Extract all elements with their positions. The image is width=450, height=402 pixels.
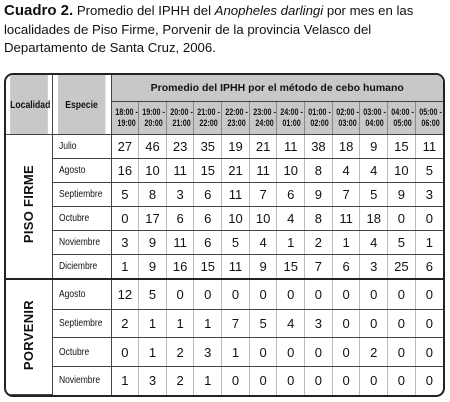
table-row bbox=[6, 279, 443, 309]
value-cell: 6 bbox=[166, 207, 194, 231]
value-cell: 4 bbox=[360, 231, 388, 255]
value-cell: 1 bbox=[111, 367, 139, 395]
value-cell: 6 bbox=[415, 255, 443, 280]
value-cell: 4 bbox=[249, 231, 277, 255]
value-cell: 0 bbox=[277, 338, 305, 367]
value-cell: 25 bbox=[388, 255, 416, 280]
value-cell: 9 bbox=[139, 255, 167, 280]
hour-header: 01:00 - 02:00 bbox=[305, 102, 333, 135]
value-cell: 0 bbox=[388, 338, 416, 367]
hour-header: 03:00 - 04:00 bbox=[360, 102, 388, 135]
value-cell: 0 bbox=[388, 207, 416, 231]
value-cell: 7 bbox=[249, 183, 277, 207]
value-cell: 0 bbox=[277, 279, 305, 309]
value-cell: 18 bbox=[332, 135, 360, 159]
value-cell: 0 bbox=[194, 279, 222, 309]
hour-header: 19:00 - 20:00 bbox=[139, 102, 167, 135]
table-row bbox=[6, 338, 443, 367]
value-cell: 0 bbox=[332, 279, 360, 309]
table-row bbox=[6, 183, 443, 207]
month-cell: Julio bbox=[52, 135, 111, 159]
value-cell: 0 bbox=[166, 279, 194, 309]
value-cell: 1 bbox=[111, 255, 139, 280]
value-cell: 4 bbox=[277, 207, 305, 231]
value-cell: 0 bbox=[360, 309, 388, 338]
value-cell: 5 bbox=[415, 159, 443, 183]
header-localidad: Localidad bbox=[10, 75, 48, 135]
value-cell: 46 bbox=[139, 135, 167, 159]
value-cell: 38 bbox=[305, 135, 333, 159]
value-cell: 5 bbox=[360, 183, 388, 207]
value-cell: 16 bbox=[166, 255, 194, 280]
value-cell: 2 bbox=[305, 231, 333, 255]
table-row bbox=[6, 207, 443, 231]
month-cell: Octubre bbox=[52, 207, 111, 231]
value-cell: 11 bbox=[277, 135, 305, 159]
value-cell: 9 bbox=[305, 183, 333, 207]
hour-header: 04:00 - 05:00 bbox=[388, 102, 416, 135]
value-cell: 0 bbox=[222, 367, 250, 395]
value-cell: 4 bbox=[360, 159, 388, 183]
value-cell: 8 bbox=[305, 207, 333, 231]
value-cell: 5 bbox=[388, 231, 416, 255]
value-cell: 12 bbox=[111, 279, 139, 309]
month-cell: Septiembre bbox=[52, 183, 111, 207]
value-cell: 15 bbox=[277, 255, 305, 280]
value-cell: 11 bbox=[166, 231, 194, 255]
hour-header: 02:00 - 03:00 bbox=[332, 102, 360, 135]
value-cell: 0 bbox=[388, 279, 416, 309]
value-cell: 1 bbox=[166, 309, 194, 338]
value-cell: 0 bbox=[388, 309, 416, 338]
value-cell: 15 bbox=[194, 159, 222, 183]
value-cell: 9 bbox=[388, 183, 416, 207]
table-row bbox=[6, 159, 443, 183]
value-cell: 0 bbox=[415, 279, 443, 309]
value-cell: 23 bbox=[166, 135, 194, 159]
header-main: Promedio del IPHH por el método de cebo humano bbox=[111, 75, 443, 102]
value-cell: 7 bbox=[222, 309, 250, 338]
localidad-cell: PORVENIR bbox=[6, 279, 52, 394]
value-cell: 1 bbox=[222, 338, 250, 367]
value-cell: 0 bbox=[222, 279, 250, 309]
value-cell: 3 bbox=[166, 183, 194, 207]
value-cell: 10 bbox=[277, 159, 305, 183]
value-cell: 7 bbox=[332, 183, 360, 207]
value-cell: 0 bbox=[332, 367, 360, 395]
month-cell: Noviembre bbox=[52, 231, 111, 255]
value-cell: 19 bbox=[222, 135, 250, 159]
value-cell: 0 bbox=[388, 367, 416, 395]
value-cell: 0 bbox=[305, 279, 333, 309]
value-cell: 21 bbox=[222, 159, 250, 183]
table-row bbox=[6, 255, 443, 280]
value-cell: 4 bbox=[277, 309, 305, 338]
value-cell: 7 bbox=[305, 255, 333, 280]
caption-label: Cuadro 2. bbox=[4, 2, 74, 19]
value-cell: 5 bbox=[139, 279, 167, 309]
value-cell: 11 bbox=[249, 159, 277, 183]
value-cell: 3 bbox=[111, 231, 139, 255]
value-cell: 1 bbox=[194, 367, 222, 395]
value-cell: 0 bbox=[415, 338, 443, 367]
value-cell: 0 bbox=[415, 207, 443, 231]
value-cell: 0 bbox=[332, 338, 360, 367]
caption-species-name: Anopheles darlingi bbox=[214, 3, 324, 18]
value-cell: 4 bbox=[332, 159, 360, 183]
value-cell: 1 bbox=[415, 231, 443, 255]
caption-text-before: Promedio del IPHH del bbox=[76, 3, 211, 18]
value-cell: 2 bbox=[111, 309, 139, 338]
hour-header: 20:00 - 21:00 bbox=[166, 102, 194, 135]
value-cell: 1 bbox=[194, 309, 222, 338]
value-cell: 1 bbox=[332, 231, 360, 255]
localidad-cell: PISO FIRME bbox=[6, 135, 52, 280]
value-cell: 1 bbox=[139, 338, 167, 367]
hour-header: 22:00 - 23:00 bbox=[222, 102, 250, 135]
value-cell: 21 bbox=[249, 135, 277, 159]
value-cell: 1 bbox=[139, 309, 167, 338]
value-cell: 11 bbox=[332, 207, 360, 231]
hour-header: 24:00 - 01:00 bbox=[277, 102, 305, 135]
month-cell: Agosto bbox=[52, 159, 111, 183]
header-especie: Especie bbox=[57, 75, 105, 135]
value-cell: 6 bbox=[194, 231, 222, 255]
value-cell: 6 bbox=[194, 183, 222, 207]
value-cell: 17 bbox=[139, 207, 167, 231]
value-cell: 27 bbox=[111, 135, 139, 159]
value-cell: 10 bbox=[222, 207, 250, 231]
value-cell: 10 bbox=[388, 159, 416, 183]
value-cell: 3 bbox=[194, 338, 222, 367]
month-cell: Diciembre bbox=[52, 255, 111, 280]
value-cell: 2 bbox=[166, 367, 194, 395]
value-cell: 6 bbox=[277, 183, 305, 207]
hour-header: 21:00 - 22:00 bbox=[194, 102, 222, 135]
value-cell: 0 bbox=[277, 367, 305, 395]
value-cell: 0 bbox=[305, 338, 333, 367]
value-cell: 11 bbox=[166, 159, 194, 183]
table-body bbox=[6, 135, 443, 395]
value-cell: 0 bbox=[249, 279, 277, 309]
value-cell: 11 bbox=[222, 255, 250, 280]
month-cell: Septiembre bbox=[52, 309, 111, 338]
value-cell: 3 bbox=[415, 183, 443, 207]
table-row bbox=[6, 367, 443, 395]
value-cell: 0 bbox=[360, 367, 388, 395]
value-cell: 9 bbox=[139, 231, 167, 255]
table-row bbox=[6, 309, 443, 338]
value-cell: 3 bbox=[360, 255, 388, 280]
value-cell: 6 bbox=[194, 207, 222, 231]
value-cell: 5 bbox=[249, 309, 277, 338]
value-cell: 0 bbox=[360, 279, 388, 309]
value-cell: 35 bbox=[194, 135, 222, 159]
value-cell: 0 bbox=[111, 207, 139, 231]
value-cell: 11 bbox=[222, 183, 250, 207]
iphh-table bbox=[6, 75, 443, 395]
iphh-table-container bbox=[4, 73, 445, 397]
value-cell: 3 bbox=[139, 367, 167, 395]
value-cell: 11 bbox=[415, 135, 443, 159]
value-cell: 5 bbox=[222, 231, 250, 255]
hour-header: 23:00 - 24:00 bbox=[249, 102, 277, 135]
value-cell: 9 bbox=[249, 255, 277, 280]
value-cell: 18 bbox=[360, 207, 388, 231]
value-cell: 2 bbox=[360, 338, 388, 367]
value-cell: 10 bbox=[139, 159, 167, 183]
value-cell: 0 bbox=[249, 367, 277, 395]
value-cell: 8 bbox=[139, 183, 167, 207]
value-cell: 15 bbox=[194, 255, 222, 280]
table-caption bbox=[4, 2, 448, 58]
hour-header: 18:00 - 19:00 bbox=[111, 102, 139, 135]
value-cell: 0 bbox=[305, 367, 333, 395]
value-cell: 6 bbox=[332, 255, 360, 280]
value-cell: 8 bbox=[305, 159, 333, 183]
value-cell: 0 bbox=[415, 309, 443, 338]
value-cell: 0 bbox=[425, 373, 433, 389]
value-cell: 0 bbox=[249, 338, 277, 367]
value-cell: 16 bbox=[111, 159, 139, 183]
month-cell: Agosto bbox=[52, 279, 111, 309]
value-cell: 2 bbox=[166, 338, 194, 367]
value-cell: 15 bbox=[388, 135, 416, 159]
table-row bbox=[6, 231, 443, 255]
value-cell: 3 bbox=[305, 309, 333, 338]
month-cell: Octubre bbox=[52, 338, 111, 367]
value-cell: 5 bbox=[111, 183, 139, 207]
value-cell: 0 bbox=[332, 309, 360, 338]
value-cell: 0 bbox=[111, 338, 139, 367]
value-cell: 10 bbox=[249, 207, 277, 231]
value-cell: 9 bbox=[360, 135, 388, 159]
table-row bbox=[6, 135, 443, 159]
caption-text-after: por mes en las localidades de Piso Firme, Porvenir de la provincia Velasco del Departamento de Santa Cruz, 2006. bbox=[4, 3, 414, 55]
month-cell: Noviembre bbox=[52, 367, 111, 395]
hour-header: 05:00 - 06:00 bbox=[415, 102, 443, 135]
value-cell: 1 bbox=[277, 231, 305, 255]
